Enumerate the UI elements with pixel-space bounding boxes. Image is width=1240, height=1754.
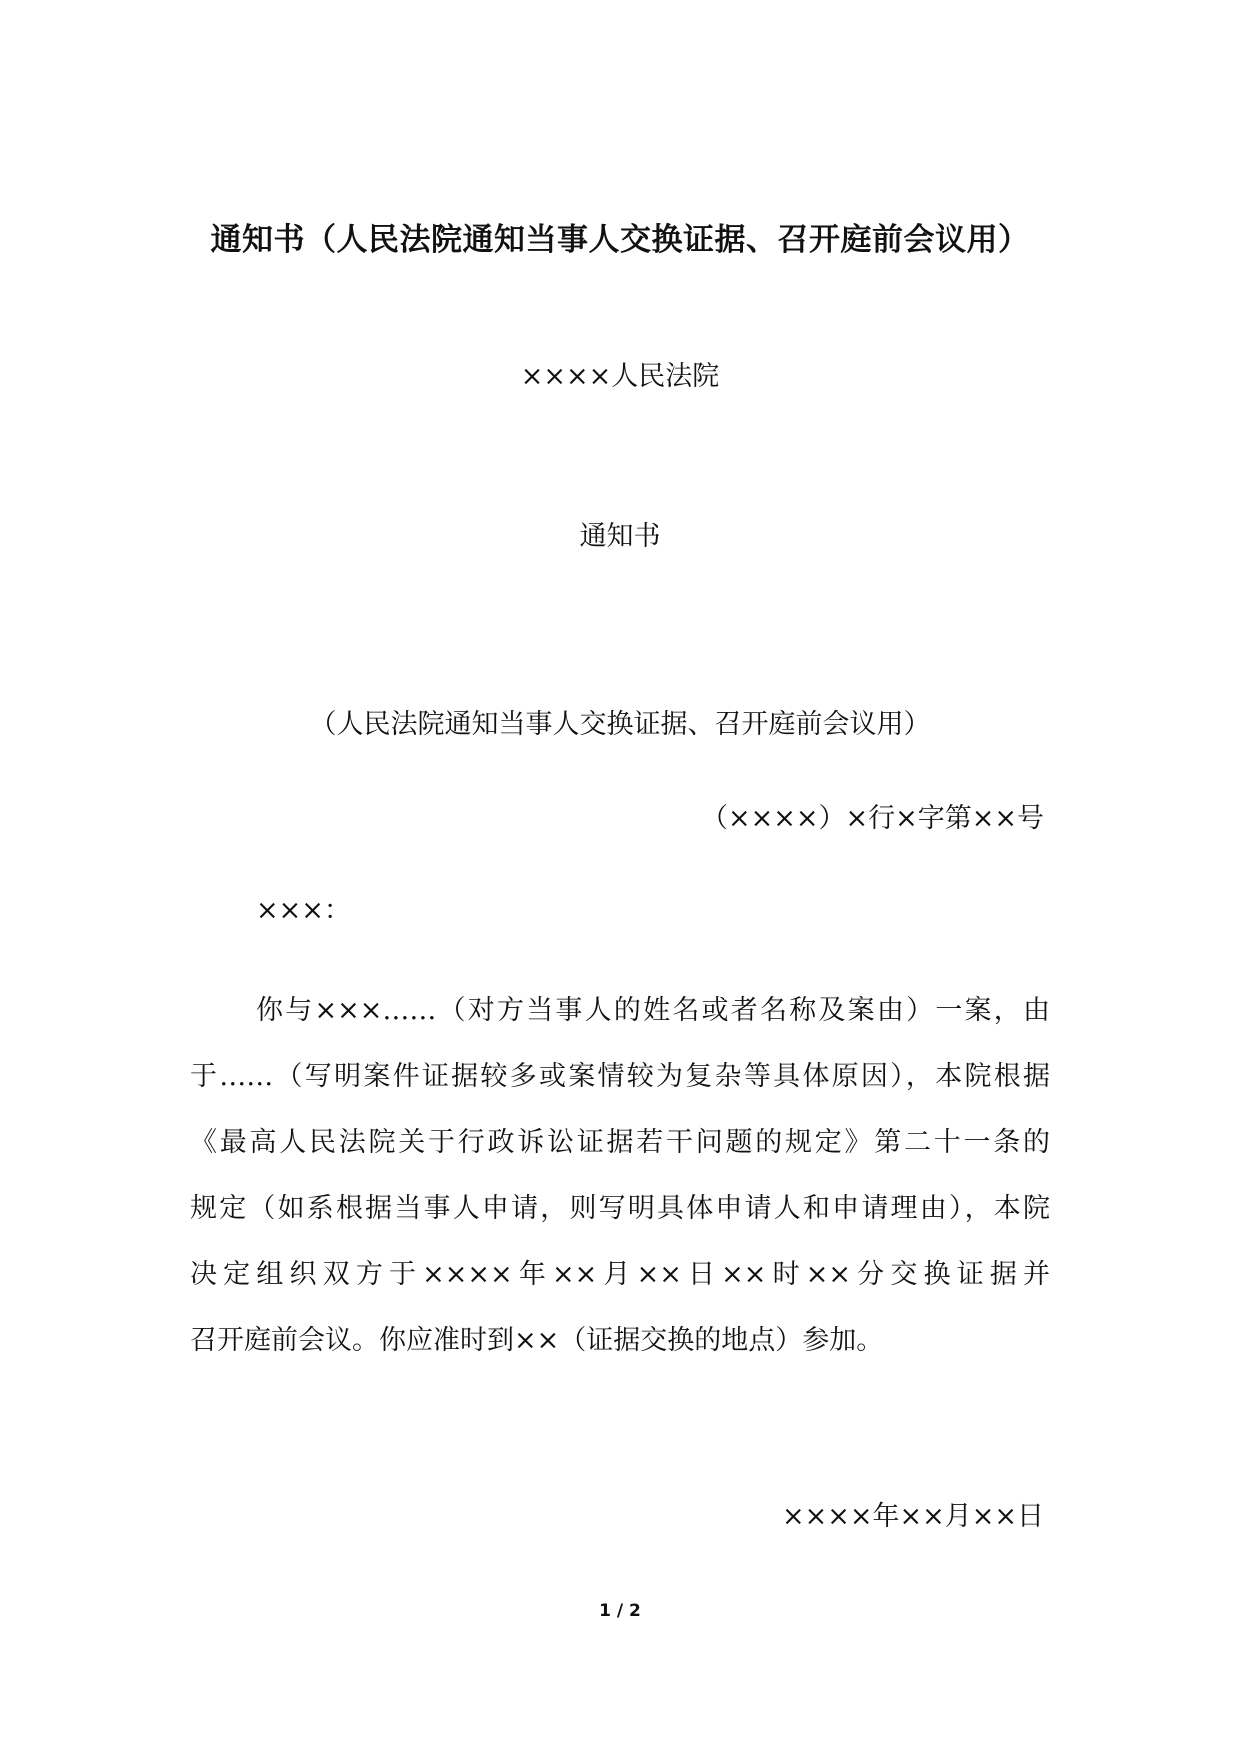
body-line: 于……（写明案件证据较多或案情较为复杂等具体原因），本院根据 (190, 1061, 1050, 1092)
usage-note: （人民法院通知当事人交换证据、召开庭前会议用） (309, 709, 931, 740)
body-line: 规定（如系根据当事人申请，则写明具体申请人和申请理由），本院 (190, 1193, 1050, 1224)
body-line: 召开庭前会议。你应准时到××（证据交换的地点）参加。 (190, 1325, 884, 1356)
issue-date: ××××年××月××日 (782, 1501, 1044, 1532)
body-line: 你与×××……（对方当事人的姓名或者名称及案由）一案，由 (256, 995, 1050, 1026)
court-name: ××××人民法院 (520, 361, 720, 392)
document-title: 通知书（人民法院通知当事人交换证据、召开庭前会议用） (210, 222, 1030, 258)
body-line: 《最高人民法院关于行政诉讼证据若干问题的规定》第二十一条的 (190, 1127, 1050, 1158)
body-line: 决定组织双方于××××年××月××日××时××分交换证据并 (190, 1259, 1050, 1290)
notice-body (190, 978, 1050, 1374)
notice-heading: 通知书 (579, 521, 661, 552)
addressee: ×××： (256, 895, 351, 926)
page-number: 1 / 2 (599, 1601, 641, 1621)
case-number: （××××）×行×字第××号 (701, 803, 1044, 834)
